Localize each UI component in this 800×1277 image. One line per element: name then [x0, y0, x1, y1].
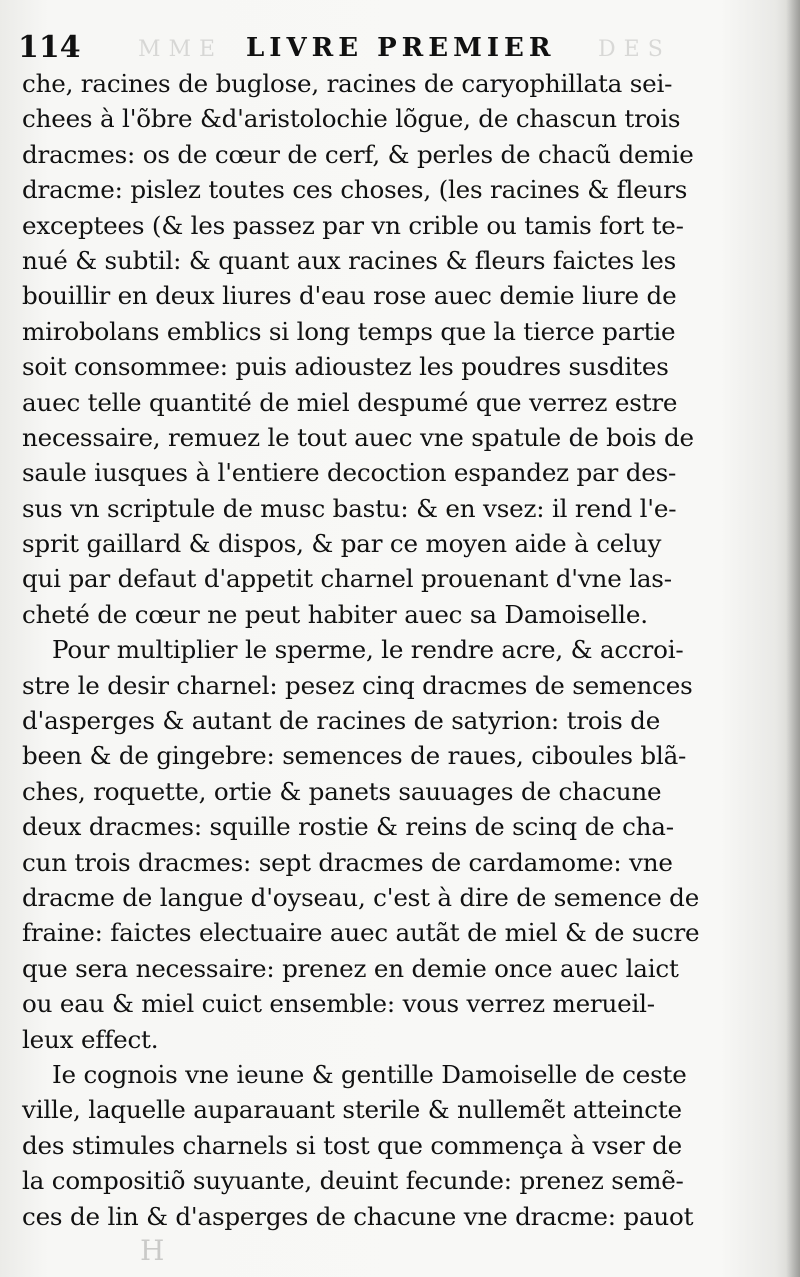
text-line: exceptees (& les passez par vn crible ou tamis fort te- [22, 210, 684, 240]
text-line: che, racines de buglose, racines de caryophillata sei- [22, 69, 673, 98]
text-line: dracmes: os de cœur de cerf, & perles de chacũ demie [22, 139, 694, 169]
page-header [18, 30, 788, 66]
text-line: des stimules charnels si tost que commença à vser de [22, 1130, 683, 1160]
text-line: necessaire, remuez le tout auec vne spatule de bois de [22, 422, 694, 452]
text-line: dracme: pislez toutes ces choses, (les racines & fleurs [22, 175, 688, 205]
signature-mark: H [140, 1234, 165, 1267]
text-line: sprit gaillard & dispos, & par ce moyen aide à celuy [22, 529, 662, 559]
text-line: auec telle quantité de miel despumé que verrez estre [22, 387, 678, 417]
text-line: leux effect. [22, 1024, 159, 1054]
text-line: cheté de cœur ne peut habiter auec sa Damoiselle. [22, 599, 648, 629]
text-line: stre le desir charnel: pesez cinq dracmes de semences [22, 670, 693, 700]
text-line: ou eau & miel cuict ensemble: vous verrez merueil- [22, 989, 655, 1019]
text-line: ville, laquelle auparauant sterile & nullemẽt atteincte [22, 1095, 682, 1125]
text-line: ces de lin & d'asperges de chacune vne dracme: pauot [22, 1201, 694, 1231]
page-number: 114 [18, 30, 81, 65]
text-line: bouillir en deux liures d'eau rose auec demie liure de [22, 281, 677, 311]
show-through-text-right: DES [598, 37, 671, 62]
text-line: dracme de langue d'oyseau, c'est à dire de semence de [22, 882, 700, 912]
text-line: soit consommee: puis adioustez les poudres susdites [22, 352, 669, 382]
text-line: mirobolans emblics si long temps que la tierce partie [22, 316, 676, 346]
running-head: LIVRE PREMIER [246, 33, 556, 63]
text-line: fraine: faictes electuaire auec autãt de miel & de sucre [22, 918, 700, 948]
text-line: cun trois dracmes: sept dracmes de cardamome: vne [22, 847, 673, 877]
text-line: been & de gingebre: semences de raues, ciboules blã- [22, 741, 687, 771]
text-line: ches, roquette, ortie & panets sauuages de chacune [22, 776, 662, 806]
text-line: d'asperges & autant de racines de satyrion: trois de [22, 706, 661, 736]
text-line: qui par defaut d'appetit charnel prouenant d'vne las- [22, 564, 672, 594]
text-line: saule iusques à l'entiere decoction espandez par des- [22, 458, 677, 488]
text-line: chees à l'õbre &d'aristolochie lõgue, de chascun trois [22, 104, 681, 134]
text-line: que sera necessaire: prenez en demie once auec laict [22, 953, 679, 983]
text-line: deux dracmes: squille rostie & reins de scinq de cha- [22, 812, 674, 842]
text-line: Ie cognois vne ieune & gentille Damoiselle de ceste [52, 1059, 687, 1089]
body-text [22, 66, 792, 1234]
show-through-text-left: MME [138, 37, 224, 62]
text-line: la compositiõ suyuante, deuint fecunde: prenez semẽ- [22, 1166, 684, 1196]
text-line: sus vn scriptule de musc bastu: & en vsez: il rend l'e- [22, 493, 677, 523]
text-line: nué & subtil: & quant aux racines & fleurs faictes les [22, 245, 677, 275]
text-line: Pour multiplier le sperme, le rendre acre, & accroi- [52, 635, 684, 665]
